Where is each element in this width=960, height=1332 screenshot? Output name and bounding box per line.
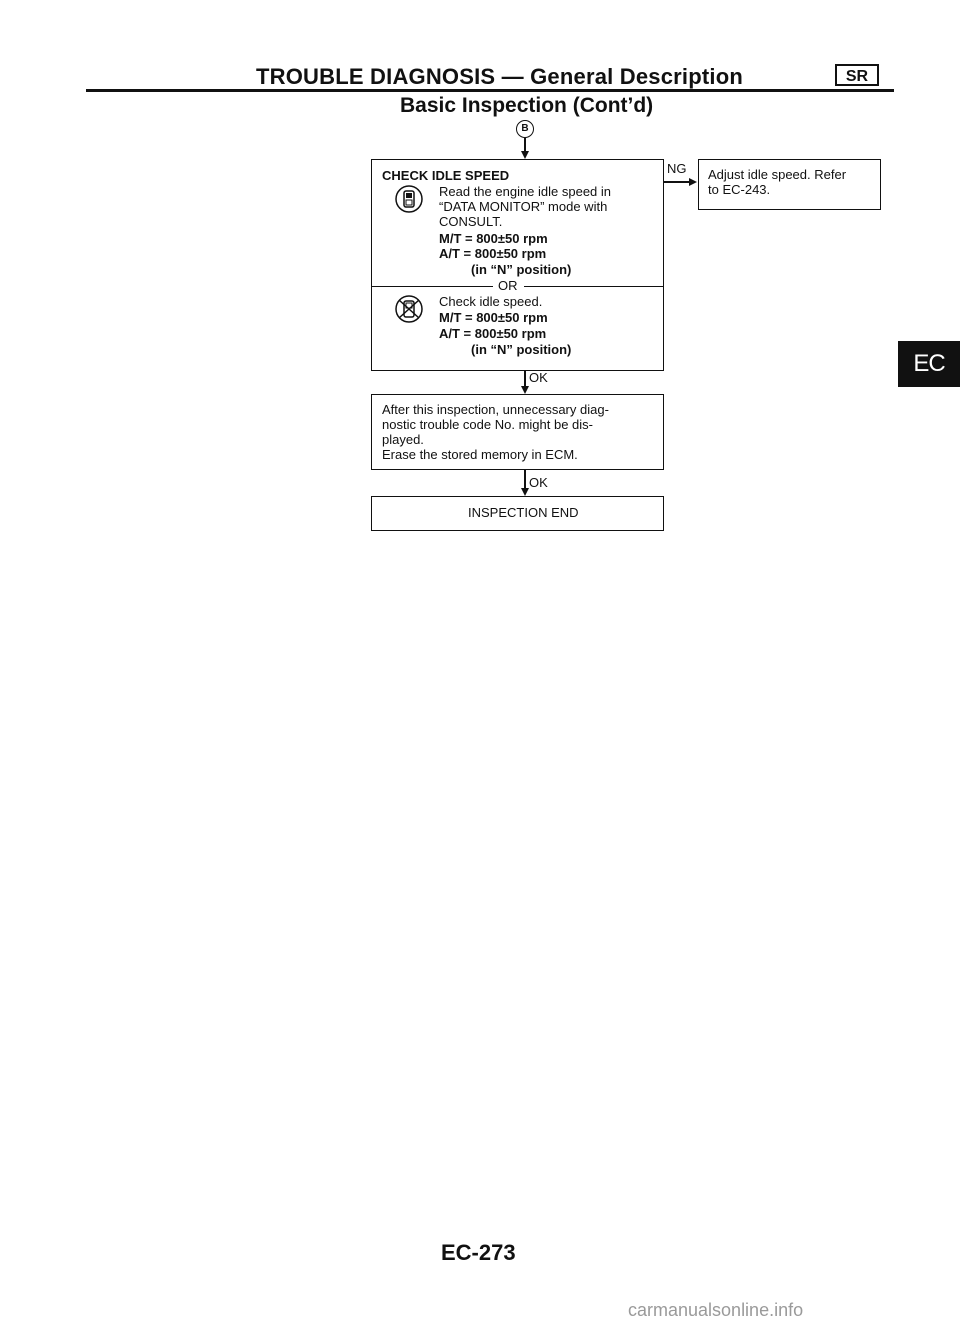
ng-line (664, 181, 690, 183)
spec-mt: M/T = 800±50 rpm (439, 231, 548, 246)
arrow-down-icon (521, 386, 529, 394)
flow-line (524, 470, 526, 489)
spec2-position: (in “N” position) (471, 342, 572, 357)
consult-line-1: Read the engine idle speed in (439, 184, 612, 199)
consult-line-3: CONSULT. (439, 214, 503, 229)
watermark: carmanualsonline.info (628, 1300, 804, 1320)
flow-line (524, 371, 526, 387)
note-line-3: played. (382, 432, 424, 447)
spec2-at: A/T = 800±50 rpm (439, 326, 547, 341)
consult-icon (394, 184, 424, 214)
adjust-line-2: to EC-243. (708, 182, 771, 197)
page-subtitle: Basic Inspection (Cont’d) (400, 94, 654, 117)
inspection-end-label: INSPECTION END (468, 505, 579, 520)
ok-label-2: OK (529, 475, 548, 490)
alt-check-line: Check idle speed. (439, 294, 543, 309)
arrow-down-icon (521, 151, 529, 159)
no-consult-icon (394, 294, 424, 324)
or-divider-right (524, 286, 664, 287)
flow-line (524, 138, 526, 152)
arrow-down-icon (521, 488, 529, 496)
ng-label: NG (667, 161, 687, 176)
ok-label-1: OK (529, 370, 548, 385)
arrow-right-icon (689, 178, 697, 186)
section-side-tab: EC (898, 341, 960, 387)
adjust-line-1: Adjust idle speed. Refer (708, 167, 847, 182)
or-divider-left (371, 286, 493, 287)
page-number: EC-273 (441, 1240, 516, 1265)
spec-at: A/T = 800±50 rpm (439, 246, 547, 261)
spec2-mt: M/T = 800±50 rpm (439, 310, 548, 325)
note-line-4: Erase the stored memory in ECM. (382, 447, 578, 462)
connector-b: B (516, 120, 534, 138)
header-rule (86, 89, 894, 92)
section-badge: SR (835, 64, 879, 86)
page-header-title: TROUBLE DIAGNOSIS — General Description (256, 64, 743, 89)
check-title: CHECK IDLE SPEED (382, 168, 510, 183)
note-line-2: nostic trouble code No. might be dis- (382, 417, 593, 432)
or-label: OR (498, 278, 518, 293)
consult-line-2: “DATA MONITOR” mode with (439, 199, 608, 214)
spec-position: (in “N” position) (471, 262, 572, 277)
note-line-1: After this inspection, unnecessary diag- (382, 402, 609, 417)
